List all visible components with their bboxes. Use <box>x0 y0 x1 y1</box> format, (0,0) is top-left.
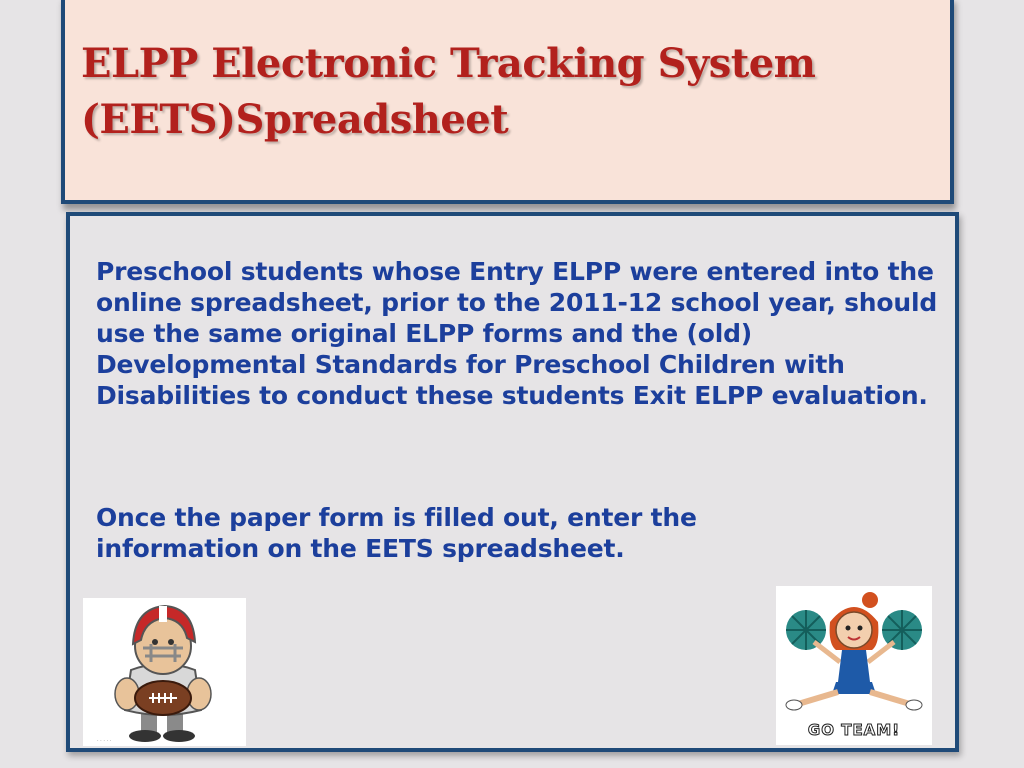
body-paragraph-1: Preschool students whose Entry ELPP were entered into the online spreadsheet, prior to the 2011-12 school year, should use the same original ELPP forms and the (old) Developmental Standards for Preschool Children with Disabilities to conduct these students Exit ELPP evaluation. <box>96 257 938 410</box>
go-team-caption: GO TEAM! <box>807 721 901 739</box>
football-player-image <box>83 598 246 746</box>
slide-title <box>81 36 941 148</box>
body-paragraph-2: Once the paper form is filled out, enter the information on the EETS spreadsheet. <box>96 503 697 563</box>
slide-title-line-2: (EETS)Spreadsheet <box>81 96 509 143</box>
image-credit: . . . . . <box>97 737 112 743</box>
title-panel <box>61 0 954 204</box>
cheerleader-image <box>776 586 932 745</box>
slide-title-line-1: ELPP Electronic Tracking System <box>81 40 816 87</box>
content-panel <box>66 212 959 752</box>
football-player-icon <box>83 598 246 746</box>
